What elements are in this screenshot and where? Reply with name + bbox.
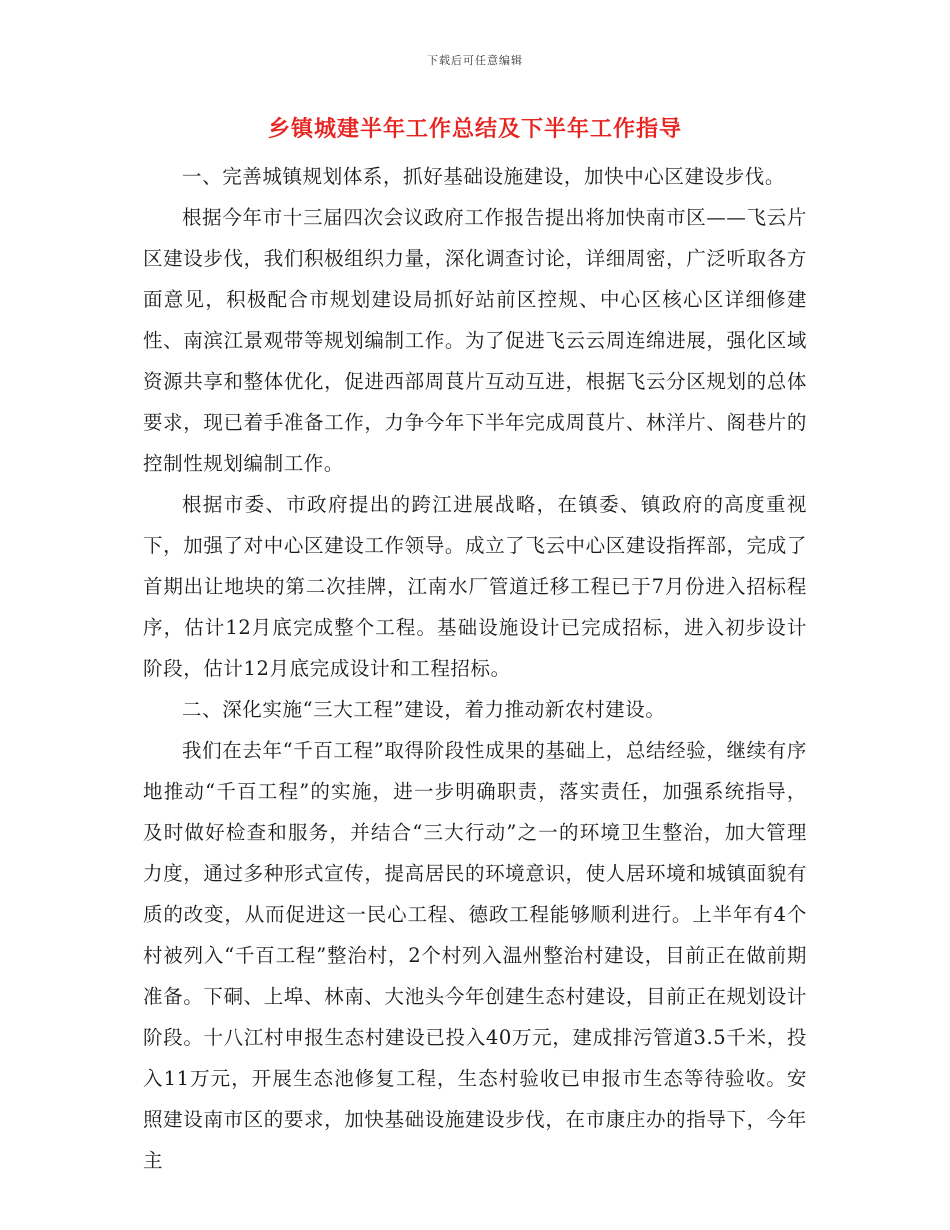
page-title: 乡镇城建半年工作总结及下半年工作指导 — [267, 116, 682, 142]
paragraph-planning: 根据今年市十三届四次会议政府工作报告提出将加快南市区——飞云片区建设步伐，我们积极组织力量，深化调查讨论，详细周密，广泛听取各方面意见，积极配合市规划建设局抓好站前区控规、中心区核心区详细修建性、南滨江景观带等规划编制工作。为了促进飞云云周连绵进展，强化区域资源共享和整体优化，促进西部周茛片互动互进，根据飞云分区规划的总体要求，现已着手准备工作，力争今年下半年完成周茛片、林洋片、阁巷片的控制性规划编制工作。 — [143, 206, 807, 475]
paragraph-section-1-heading: 一、完善城镇规划体系，抓好基础设施建设，加快中心区建设步伐。 — [182, 165, 786, 188]
paragraph-rural-construction: 我们在去年“千百工程”取得阶段性成果的基础上，总结经验，继续有序地推动“千百工程”的实施，进一步明确职责，落实责任，加强系统指导，及时做好检查和服务，并结合“三大行动”之一的环境卫生整治，加大管理力度，通过多种形式宣传，提高居民的环境意识，使人居环境和城镇面貌有质的改变，从而促进这一民心工程、德政工程能够顺利进行。上半年有4个村被列入“千百工程”整治村，2个村列入温州整治村建设，目前正在做前期准备。下硐、上埠、林南、大池头今年创建生态村建设，目前正在规划设计阶段。十八江村申报生态村建设已投入40万元，建成排污管道3.5千米，投入11万元，开展生态池修复工程，生态村验收已申报市生态等待验收。安照建设南市区的要求，加快基础设施建设步伐，在市康庄办的指导下，今年主 — [143, 739, 807, 1172]
paragraph-section-2-heading: 二、深化实施“三大工程”建设，着力推动新农村建设。 — [182, 698, 666, 721]
paragraph-center-construction: 根据市委、市政府提出的跨江进展战略，在镇委、镇政府的高度重视下，加强了对中心区建设工作领导。成立了飞云中心区建设指挥部，完成了首期出让地块的第二次挂牌，江南水厂管道迁移工程已于7月份进入招标程序，估计12月底完成整个工程。基础设施设计已完成招标，进入初步设计阶段，估计12月底完成设计和工程招标。 — [143, 493, 807, 680]
header-note: 下载后可任意编辑 — [427, 54, 523, 67]
document-body — [143, 156, 807, 1181]
